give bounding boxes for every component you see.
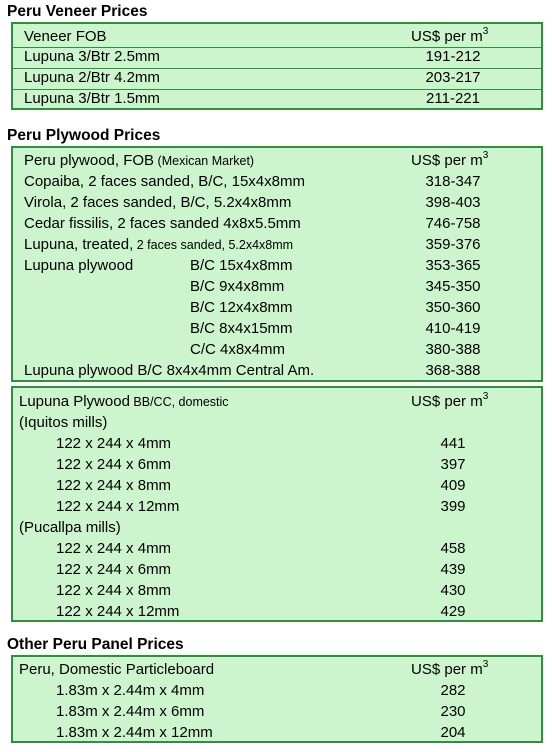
plywood-size: 122 x 244 x 6mm — [56, 561, 172, 578]
plywood-price: 410-419 — [425, 320, 481, 337]
plywood-section-title: Peru Plywood Prices — [7, 127, 161, 144]
plywood-price: 746-758 — [425, 215, 481, 232]
table-row — [13, 234, 541, 255]
plywood-price: 397 — [440, 456, 466, 473]
table-row — [13, 360, 541, 381]
table-row — [13, 454, 541, 475]
particleboard-header-row — [13, 659, 541, 680]
veneer-unit-label: US$ per $m^3$ — [411, 26, 489, 45]
plywood-product: Virola, 2 faces sanded, B/C, 5.2x4x8mm — [24, 194, 292, 211]
plywood-product: Lupuna plywood B/C 8x4x4mm Central Am. — [24, 362, 315, 379]
pucallpa-mills-label — [13, 517, 541, 538]
plywood-domestic-header-row — [13, 391, 541, 412]
particleboard-price: 230 — [440, 703, 466, 720]
particleboard-size: 1.83m x 2.44m x 12mm — [56, 724, 213, 741]
particleboard-price: 282 — [440, 682, 466, 699]
panel-section-title: Other Peru Panel Prices — [7, 636, 184, 653]
plywood-grade: B/C 15x4x8mm — [190, 257, 293, 274]
mill-group-label: (Iquitos mills) — [19, 414, 108, 431]
plywood-grade: B/C 12x4x8mm — [190, 299, 293, 316]
veneer-product: Lupuna 3/Btr 1.5mm — [24, 90, 160, 107]
table-row — [13, 496, 541, 517]
veneer-price: 203-217 — [425, 69, 481, 86]
table-row — [13, 680, 541, 701]
table-row — [13, 722, 541, 743]
plywood-export-header-row — [13, 150, 541, 171]
veneer-product: Lupuna 2/Btr 4.2mm — [24, 69, 160, 86]
plywood-product: Lupuna plywood — [24, 257, 134, 274]
plywood-price: 441 — [440, 435, 466, 452]
particleboard-price-table — [11, 655, 543, 743]
plywood-price: 399 — [440, 498, 466, 515]
plywood-product: Copaiba, 2 faces sanded, B/C, 15x4x8mm — [24, 173, 305, 190]
plywood-price: 368-388 — [425, 362, 481, 379]
table-row — [13, 213, 541, 234]
table-row — [13, 276, 541, 297]
plywood-grade: B/C 8x4x15mm — [190, 320, 293, 337]
plywood-size: 122 x 244 x 6mm — [56, 456, 172, 473]
plywood-export-table — [11, 146, 543, 382]
veneer-price: 211-221 — [426, 90, 480, 107]
table-row — [13, 171, 541, 192]
plywood-export-header-label: Peru plywood, FOB (Mexican Market) — [24, 152, 255, 169]
table-row — [13, 67, 541, 88]
plywood-size: 122 x 244 x 4mm — [56, 540, 172, 557]
plywood-price: 430 — [440, 582, 466, 599]
veneer-header-row — [13, 26, 541, 47]
plywood-product: Lupuna, treated, 2 faces sanded, 5.2x4x8mm — [24, 236, 294, 253]
plywood-size: 122 x 244 x 4mm — [56, 435, 172, 452]
plywood-price: 345-350 — [425, 278, 481, 295]
plywood-size: 122 x 244 x 8mm — [56, 582, 172, 599]
plywood-domestic-table — [11, 386, 543, 622]
table-row — [13, 475, 541, 496]
table-row — [13, 580, 541, 601]
plywood-size: 122 x 244 x 12mm — [56, 603, 180, 620]
table-row — [13, 192, 541, 213]
plywood-price: 398-403 — [425, 194, 481, 211]
plywood-price: 359-376 — [425, 236, 481, 253]
particleboard-unit-label: US$ per $m^3$ — [411, 659, 489, 678]
plywood-grade: B/C 9x4x8mm — [190, 278, 285, 295]
veneer-price-table — [11, 22, 543, 110]
table-row — [13, 88, 541, 109]
plywood-product: Cedar fissilis, 2 faces sanded 4x8x5.5mm — [24, 215, 301, 232]
table-row — [13, 255, 541, 276]
iquitos-mills-label — [13, 412, 541, 433]
plywood-price: 458 — [440, 540, 466, 557]
plywood-export-unit-label: US$ per $m^3$ — [411, 150, 489, 169]
table-row — [13, 701, 541, 722]
table-row — [13, 339, 541, 360]
plywood-price: 350-360 — [425, 299, 481, 316]
plywood-price: 353-365 — [425, 257, 481, 274]
mill-group-label: (Pucallpa mills) — [19, 519, 121, 536]
particleboard-price: 204 — [440, 724, 466, 741]
particleboard-size: 1.83m x 2.44m x 6mm — [56, 703, 205, 720]
plywood-price: 380-388 — [425, 341, 481, 358]
veneer-product: Lupuna 3/Btr 2.5mm — [24, 48, 160, 65]
table-row — [13, 559, 541, 580]
plywood-price: 429 — [440, 603, 466, 620]
table-row — [13, 433, 541, 454]
plywood-price: 439 — [440, 561, 466, 578]
plywood-domestic-unit-label: US$ per $m^3$ — [411, 391, 489, 410]
particleboard-header-label: Peru, Domestic Particleboard — [19, 661, 215, 678]
plywood-domestic-header-label: Lupuna Plywood BB/CC, domestic — [19, 393, 229, 410]
plywood-price: 409 — [440, 477, 466, 494]
table-row — [13, 601, 541, 622]
veneer-price: 191-212 — [425, 48, 481, 65]
veneer-header-label: Veneer FOB — [24, 28, 107, 45]
veneer-section-title: Peru Veneer Prices — [7, 3, 148, 20]
particleboard-size: 1.83m x 2.44m x 4mm — [56, 682, 205, 699]
plywood-price: 318-347 — [425, 173, 481, 190]
table-row — [13, 538, 541, 559]
plywood-grade: C/C 4x8x4mm — [190, 341, 286, 358]
plywood-size: 122 x 244 x 8mm — [56, 477, 172, 494]
table-row — [13, 297, 541, 318]
table-row — [13, 318, 541, 339]
plywood-size: 122 x 244 x 12mm — [56, 498, 180, 515]
table-row — [13, 46, 541, 67]
